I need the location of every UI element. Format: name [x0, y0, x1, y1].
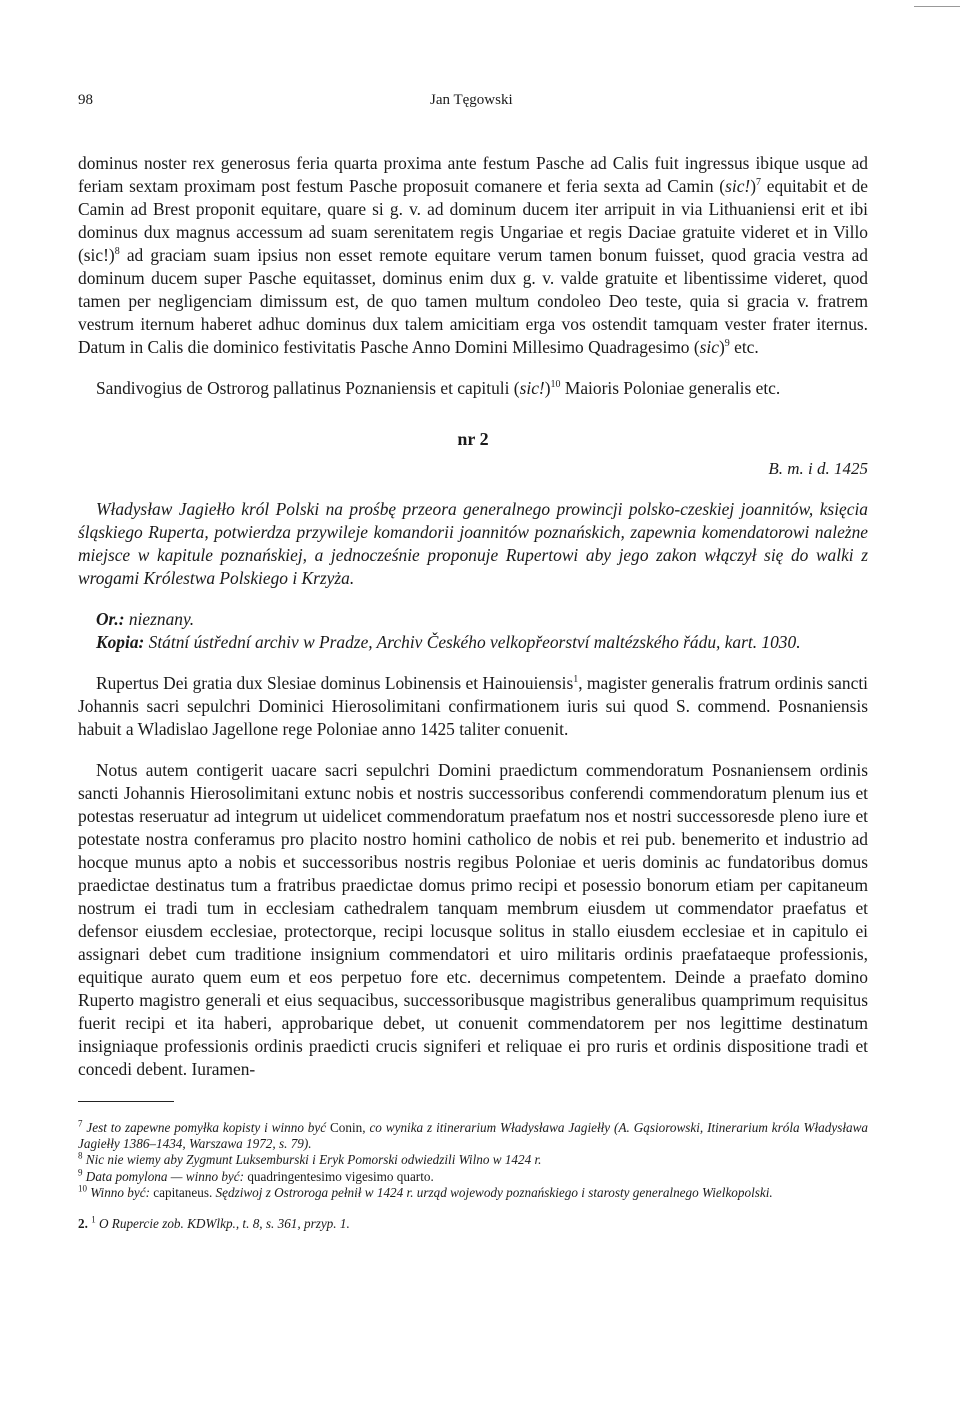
text-run: , magister generalis fratrum ordinis sancti Johannis sacri sepulchri Dominici Hierosolimitani confirmationem iuris sui quod S. commend. Posnaniensis habuit a Wladislao Jagellone rege Poloniae anno 1425 taliter conuenit. — [78, 673, 868, 739]
document-number: nr 2 — [457, 429, 489, 449]
footnote-ref-10: 10 — [550, 379, 561, 391]
document-body: Notus autem contigerit uacare sacri sepulchri Domini praedictum commendoratum Posnaniensem ordinis sancti Johannis Hierosolimitani extunc nobis et nostris successoribus conferendi commendoratum plenum ius et potestas reseruatur ad integrum ut uidelicet commendoratum praefatum nos et nostri successoresde pleno iure et potestate nostra conferamus pro placito nostro homini catholico de nobis et rei pub. benemerito et industrio ad hocque munus apto a nobis et successoribus nostris regibus Poloniae et ueris dominis ac fundatoribus domus praedictae destinatus tum a fratribus praedictae domus primo recipi et posessio bonorum etiam per capitaneum nostrum ei tradi tum in ecclesiam cathedralem tanquam membrum eiusdem ut commendator praefatus et defensor eiusdem ecclesiae, protectorque, recipi locusque solitus in stallo eiusdem ecclesiae et in capitulo ei assignari debet cum traditione insignium commendatori et uiro militaris ordinis praefataeque professionis, equitique aurato quem eum et eos perpetuo fore etc. decernimus competentem. Deinde a praefato domino Ruperto magistro generali et eius sequacibus, successoribusque magistribus generalibus quamprimum requisitus fuerit recipi et ita haberi, approbarique debet, ut conuenit commendatorem per nos legittime destinatum insigniaque professionis ordinis praedicti crucis signiferi et reliquae ei pro ruris et ordinis dispositione tradi et concedi debent. Iuramen- — [78, 760, 868, 1079]
footnote-ref-9: 9 — [724, 338, 730, 350]
letter-paragraph-1 — [78, 152, 868, 359]
footnote-ref-7: 7 — [756, 177, 762, 189]
corner-mark — [914, 6, 960, 7]
text-run: ad graciam suam ipsius non esset remote equitare verum tamen bonum fuisset, quod gracia vestra ad dominum ducem super Pasche equitasset, dominus enim dux g. v. valde gratuite et libentissime videret, quod tamen per negligenciam dimissum est, de quo tamen multum condoleo Deo teste, quia si gracia v. fratrem vestrum iternum haberet adhuc dominus dux talem amicitiam erga vos ostendit tamquam vester frater iternus. Datum in Calis die dominico festivitatis Pasche Anno Domini Millesimo Quadragesimo ( — [78, 245, 868, 357]
copy-value: Státní ústřední archiv w Pradze, Archiv Českého velkopřeorství maltézského řádu, kart. 1030. — [144, 632, 801, 652]
footnote-8: $^8$ Nic nie wiemy aby Zygmunt Luksemburski i Eryk Pomorski odwiedzili Wilno w 1424 r. — [78, 1150, 542, 1167]
sic-mark: sic! — [725, 176, 751, 196]
footnote-7: $^7$ Jest to zapewne pomyłka kopisty i winno być Conin, co wynika z itinerarium Władysława Jagiełły (A. Gąsiorowski, Itinerarium króla Władysława Jagiełły 1386–1434, Warszawa 1972, s. 79). — [78, 1118, 868, 1151]
footnote-ref-1: 1 — [573, 674, 579, 686]
text-run: Rupertus Dei gratia dux Slesiae dominus Lobinensis et Hainouiensis — [96, 673, 574, 693]
document-date: B. m. i d. 1425 — [768, 459, 868, 478]
main-text — [78, 152, 868, 1232]
letter-paragraph-2 — [78, 377, 868, 400]
page-header — [78, 92, 868, 114]
copy-label: Kopia: — [96, 632, 145, 652]
text-run: etc. — [729, 337, 759, 357]
text-run: equitabit et de Camin ad Brest proponit equitare, quare si g. v. ad dominum ducem iter arripuit in via Lithuaniensi erit et ibi dominus dux magnus accessum ad suam serenitatem regis Ungariae et regis Daciae gratuite videret et in Villo (sic!) — [78, 176, 869, 265]
document-regest: Władysław Jagiełło król Polski na prośbę przeora generalnego prowincji polsko-czeskiej joannitów, księcia śląskiego Ruperta, potwierdza przywileje komandorii joannitów poznańskich, zapewnia komendatorowi należne miejsce w kapitule poznańskiej, a jednocześnie proponuje Rupertowi aby jego zakon włączył się do walki z wrogami Królestwa Polskiego i Krzyża. — [78, 499, 868, 588]
sic-mark: sic — [699, 337, 719, 357]
footnotes — [78, 1120, 868, 1231]
original-value: nieznany. — [124, 609, 195, 629]
text-run: ) — [750, 176, 757, 196]
text-run: Sandivogius de Ostrorog pallatinus Poznaniensis et capituli ( — [96, 378, 520, 398]
page-number: 98 — [78, 92, 93, 108]
text-run: Maioris Poloniae generalis etc. — [560, 378, 781, 398]
running-head: Jan Tęgowski — [430, 92, 513, 108]
text-run: dominus noster rex generosus feria quarta proxima ante festum Pasche ad Calis fuit ingressus ibique usque ad feriam sextam proximam post festum Pasche proposuit comanere et feria sexta ad Camin ( — [78, 153, 868, 196]
footnote-rule — [78, 1101, 174, 1102]
text-run: ) — [544, 378, 551, 398]
copy-note — [78, 631, 868, 654]
document-intro — [78, 672, 868, 741]
footnote-10: $^{10}$ Winno być: capitaneus. Sędziwoj z Ostroroga pełnił w 1424 r. urząd wojewody poznańskiego i starosty generalnego Wielkopolski. — [78, 1183, 773, 1200]
footnote-9: $^9$ Data pomylona — winno być: quadringentesimo vigesimo quarto. — [78, 1167, 434, 1184]
footnote-ref-8: 8 — [114, 246, 120, 258]
footnote-doc2-1: 2. $^1$ O Rupercie zob. KDWlkp., t. 8, s. 361, przyp. 1. — [78, 1214, 350, 1231]
text-run: ) — [718, 337, 725, 357]
original-note — [78, 608, 868, 631]
original-label: Or.: — [96, 609, 125, 629]
sic-mark: sic! — [519, 378, 545, 398]
